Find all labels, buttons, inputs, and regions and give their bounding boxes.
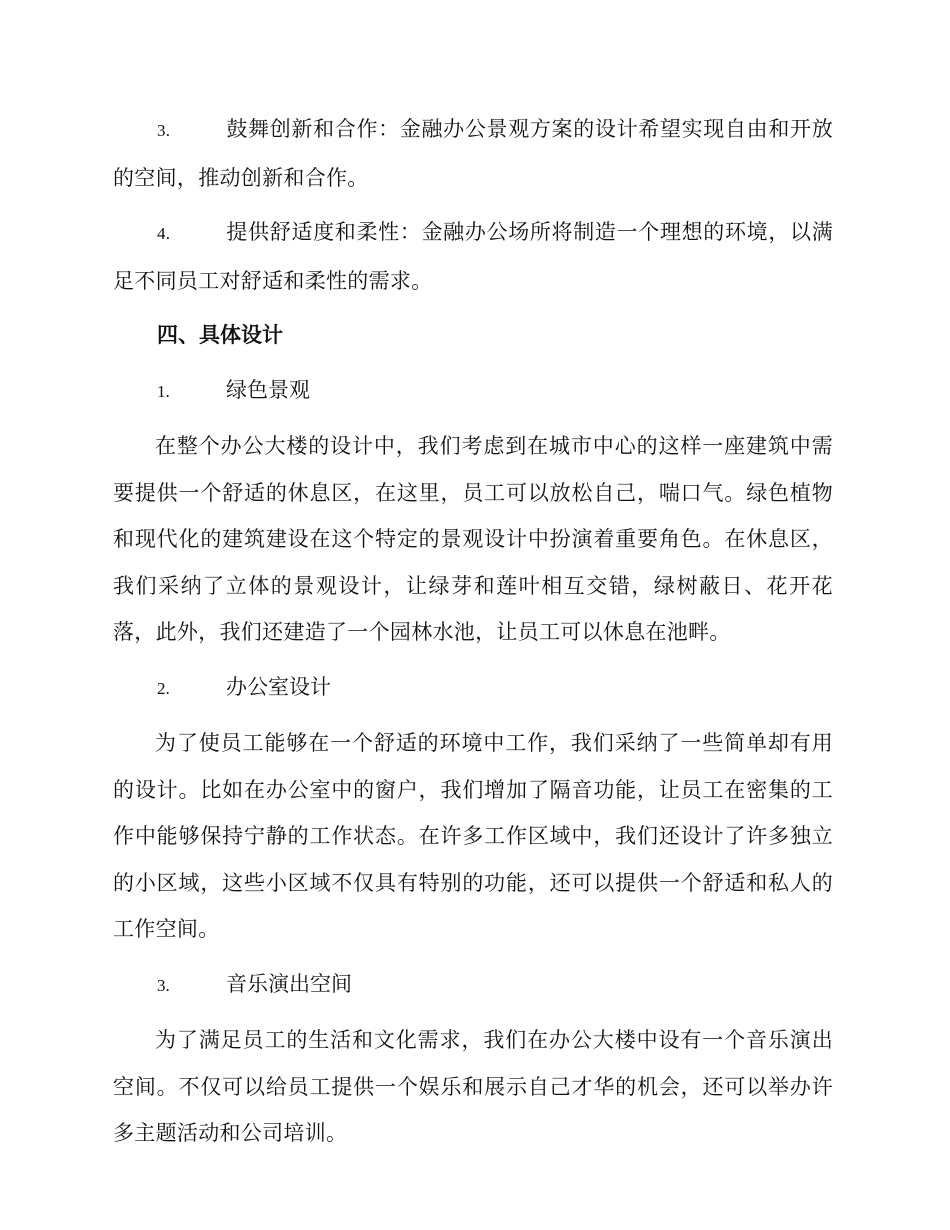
list-item-comfort	[113, 209, 833, 304]
list-number: 4.	[157, 224, 171, 243]
subsection-number: 3.	[157, 975, 170, 995]
subsection-title: 办公室设计	[226, 674, 331, 699]
paragraph-green-landscape: 在整个办公大楼的设计中，我们考虑到在城市中心的这样一座建筑中需要提供一个舒适的休息区，在这里，员工可以放松自己，喘口气。绿色植物和现代化的建筑建设在这个特定的景观设计中扮演着重要角色。在休息区，我们采纳了立体的景观设计，让绿芽和莲叶相互交错，绿树蔽日、花开花落，此外，我们还建造了一个园林水池，让员工可以休息在池畔。	[113, 434, 833, 644]
subsection-title: 音乐演出空间	[226, 971, 352, 996]
subsection-number: 1.	[157, 381, 170, 401]
section-heading: 四、具体设计	[157, 322, 283, 347]
paragraph-office-design: 为了使员工能够在一个舒适的环境中工作，我们采纳了一些简单却有用的设计。比如在办公室中的窗户，我们增加了隔音功能，让员工在密集的工作中能够保持宁静的工作状态。在许多工作区域中，我们还设计了许多独立的小区域，这些小区域不仅具有特别的功能，还可以提供一个舒适和私人的工作空间。	[113, 731, 833, 941]
subsection-heading-office-design	[113, 664, 833, 713]
subsection-title: 绿色景观	[226, 377, 310, 402]
document-body	[113, 106, 833, 1165]
list-number: 3.	[157, 121, 171, 140]
list-item-text: 提供舒适度和柔性：金融办公场所将制造一个理想的环境，以满足不同员工对舒适和柔性的需求。	[113, 220, 833, 293]
list-item-text: 鼓舞创新和合作：金融办公景观方案的设计希望实现自由和开放的空间，推动创新和合作。	[113, 117, 833, 190]
list-item-innovation	[113, 106, 833, 201]
subsection-heading-green-landscape	[113, 367, 833, 416]
subsection-number: 2.	[157, 678, 170, 698]
subsection-heading-music-space	[113, 961, 833, 1010]
paragraph-music-space: 为了满足员工的生活和文化需求，我们在办公大楼中设有一个音乐演出空间。不仅可以给员工提供一个娱乐和展示自己才华的机会，还可以举办许多主题活动和公司培训。	[113, 1028, 833, 1145]
